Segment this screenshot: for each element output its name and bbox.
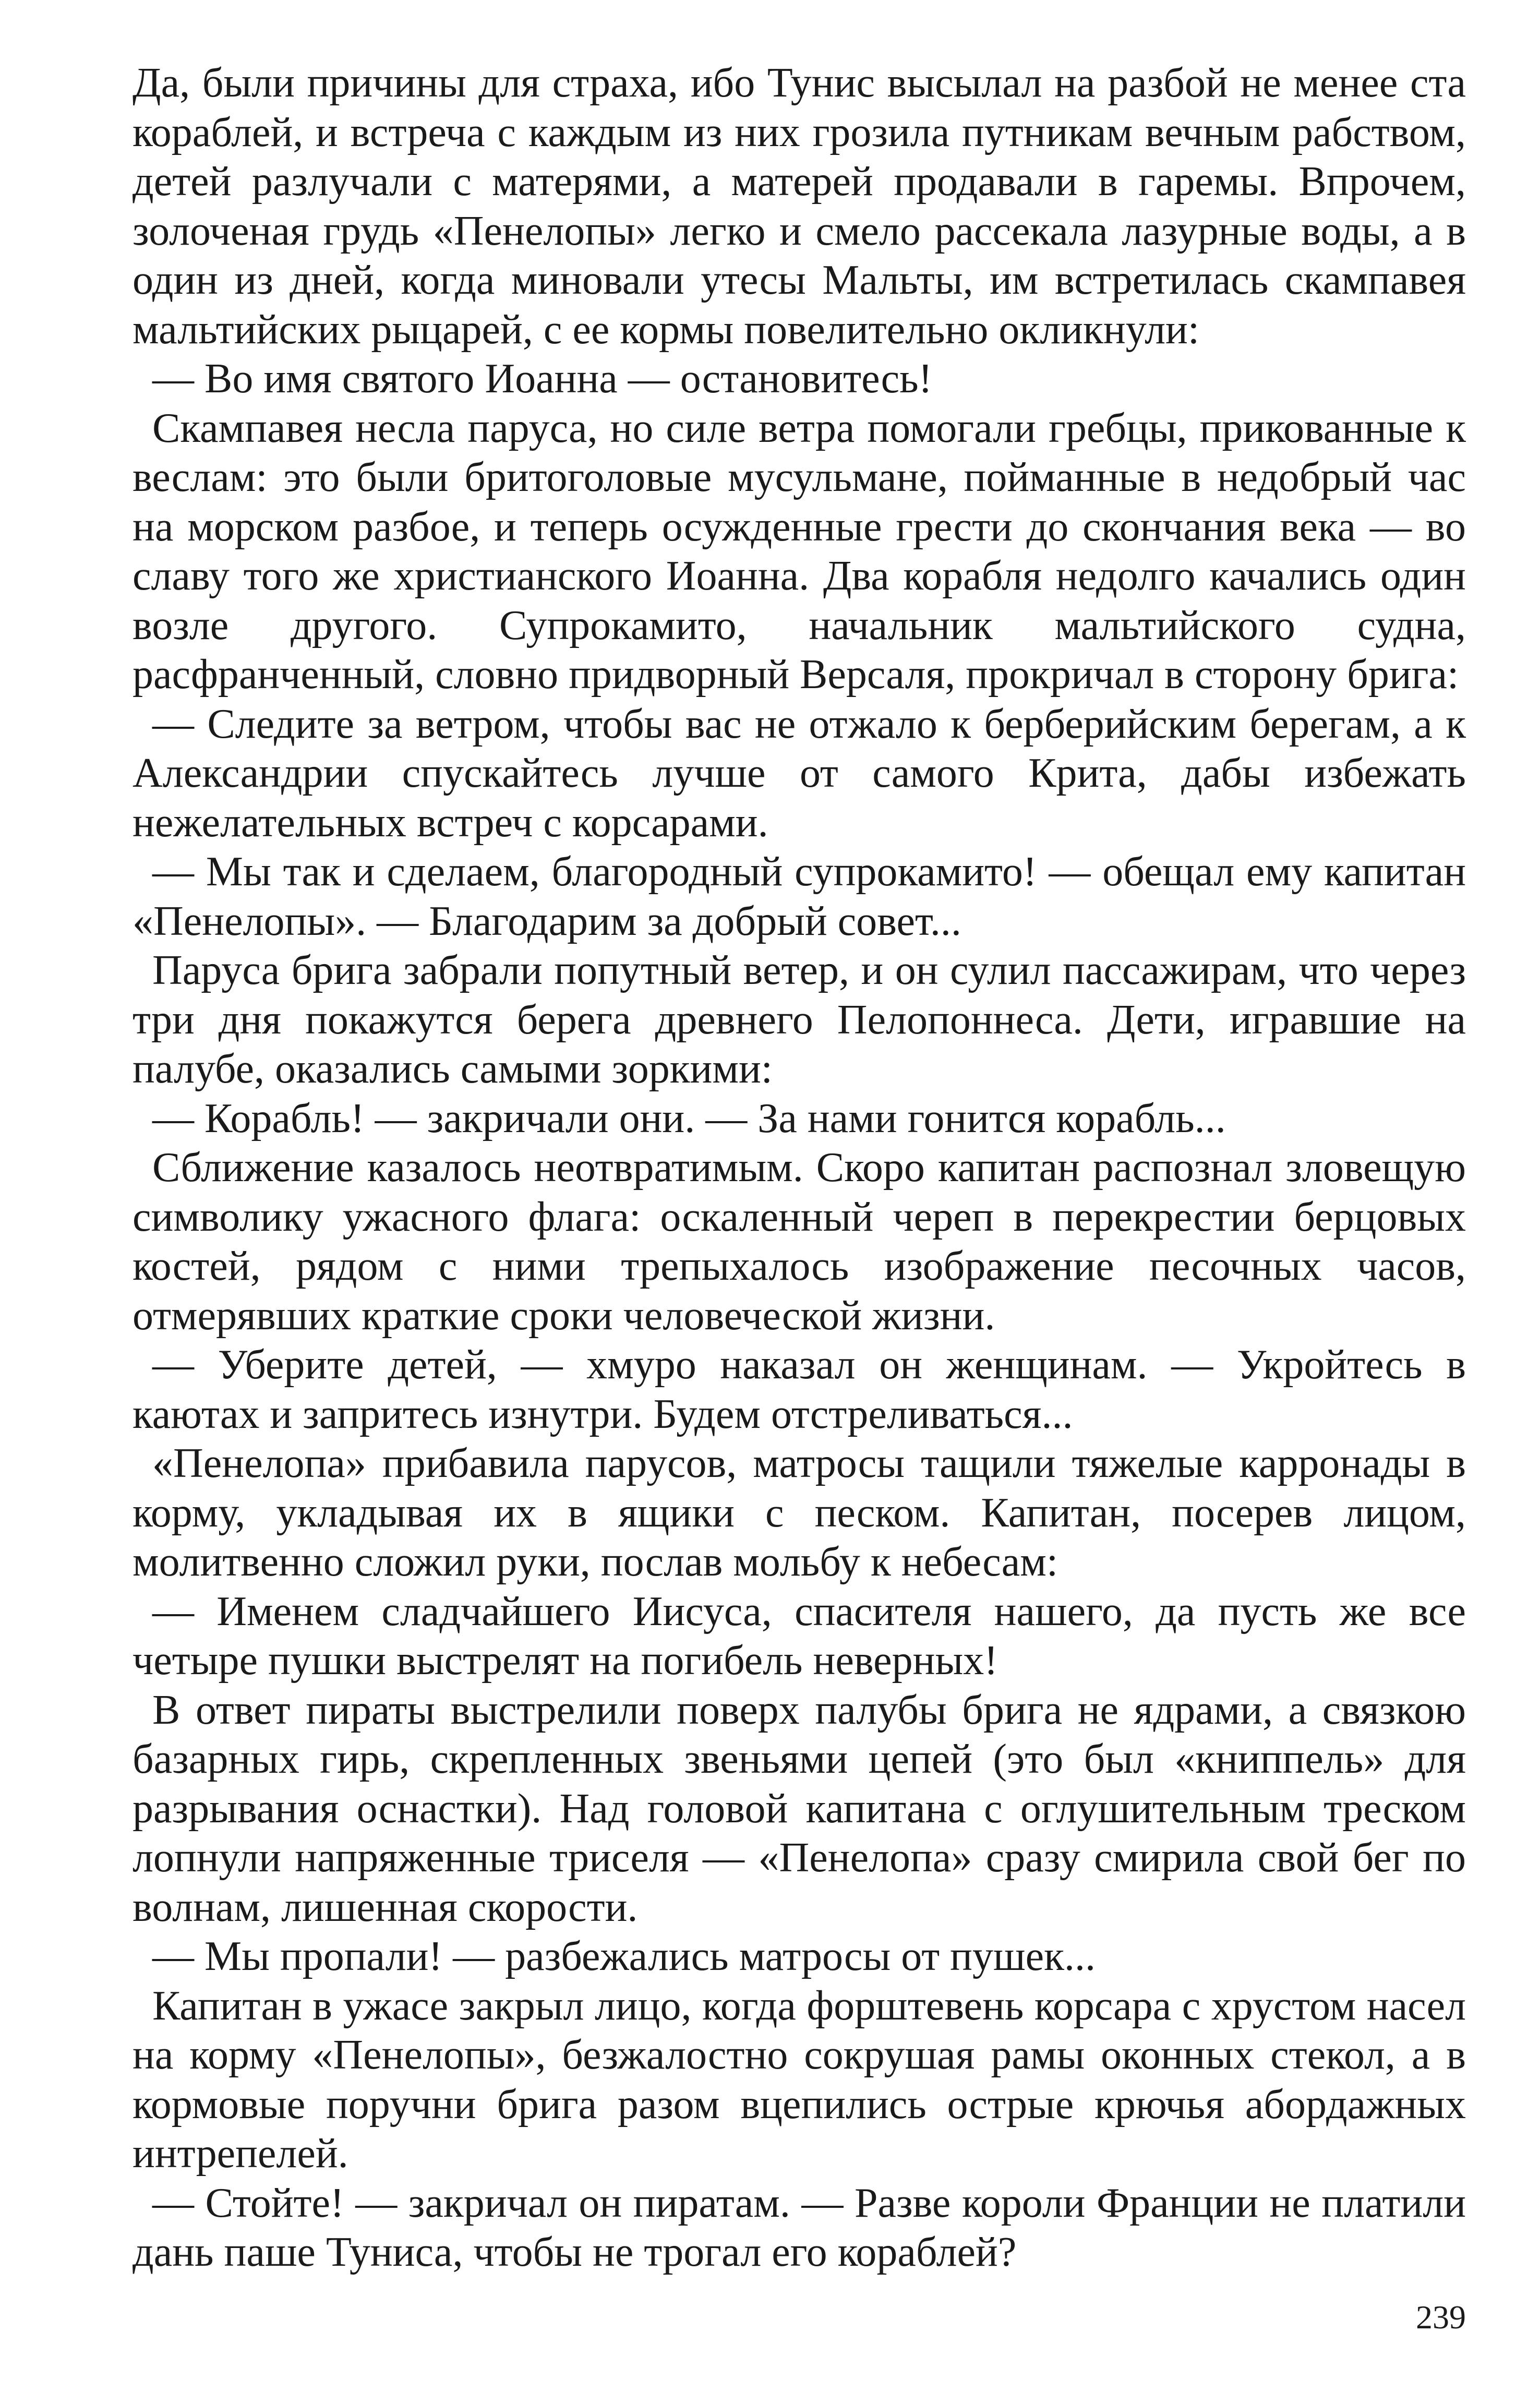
paragraph-11: — Именем сладчайшего Иисуса, спасителя нашего, да пусть же все четыре пушки выстрелят на погибель неверных! <box>133 1588 1466 1684</box>
paragraph-8: Сближение казалось неотвратимым. Скоро капитан распознал зловещую символику ужасного флага: оскаленный череп в перекрестии берцовых костей, рядом с ними трепыхалось изображение песочных часов, отмерявших краткие сроки человеческой жизни. <box>133 1145 1466 1339</box>
paragraph-4: — Следите за ветром, чтобы вас не отжало к берберийским берегам, а к Александрии спускайтесь лучше от самого Крита, дабы избежать нежелательных встреч с корсарами. <box>133 701 1466 846</box>
paragraph-10: «Пенелопа» прибавила парусов, матросы тащили тяжелые карронады в корму, укладывая их в ящики с песком. Капитан, посерев лицом, молитвенно сложил руки, послав мольбу к небесам: <box>133 1440 1466 1585</box>
paragraph-9: — Уберите детей, — хмуро наказал он женщинам. — Укройтесь в каютах и запритесь изнутри. Будем отстреливаться... <box>133 1342 1466 1437</box>
paragraph-7: — Корабль! — закричали они. — За нами гонится корабль... <box>152 1095 1226 1141</box>
paragraph-13: — Мы пропали! — разбежались матросы от пушек... <box>152 1933 1096 1979</box>
paragraph-14: Капитан в ужасе закрыл лицо, когда форштевень корсара с хрустом насел на корму «Пенелопы», безжалостно сокрушая рамы оконных стекол, а в кормовые поручни брига разом вцепились острые крючья абордажных интрепелей. <box>133 1982 1466 2177</box>
page-number: 239 <box>1416 2299 1466 2336</box>
paragraph-6: Паруса брига забрали попутный ветер, и он сулил пассажирам, что через три дня покажутся берега древнего Пелопоннеса. Дети, игравшие на палубе, оказались самыми зоркими: <box>133 947 1466 1092</box>
paragraph-2: — Во имя святого Иоанна — остановитесь! <box>152 356 933 402</box>
paragraph-15: — Стойте! — закричал он пиратам. — Разве короли Франции не платили дань паше Туниса, чтобы не трогал его кораблей? <box>133 2180 1466 2275</box>
page-body <box>133 58 1466 2277</box>
paragraph-12: В ответ пираты выстрелили поверх палубы брига не ядрами, а связкою базарных гирь, скрепленных звеньями цепей (это был «книппель» для разрывания оснастки). Над головой капитана с оглушительным треском лопнули напряженные триселя — «Пенелопа» сразу смирила свой бег по волнам, лишенная скорости. <box>133 1687 1466 1930</box>
paragraph-1: Да, были причины для страха, ибо Тунис высылал на разбой не менее ста кораблей, и встреча с каждым из них грозила путникам вечным рабством, детей разлучали с матерями, а матерей продавали в гаремы. Впрочем, золоченая грудь «Пенелопы» легко и смело рассекала лазурные воды, а в один из дней, когда миновали утесы Мальты, им встретилась скампавея мальтийских рыцарей, с ее кормы повелительно окликнули: <box>133 60 1466 353</box>
paragraph-3: Скампавея несла паруса, но силе ветра помогали гребцы, прикованные к веслам: это были бритоголовые мусульмане, пойманные в недобрый час на морском разбое, и теперь осужденные грести до скончания века — во славу того же христианского Иоанна. Два корабля недолго качались один возле другого. Супрокамито, начальник мальтийского судна, расфранченный, словно придворный Версаля, прокричал в сторону брига: <box>133 405 1466 698</box>
paragraph-5: — Мы так и сделаем, благородный супрокамито! — обещал ему капитан «Пенелопы». — Благодарим за добрый совет... <box>133 849 1466 944</box>
